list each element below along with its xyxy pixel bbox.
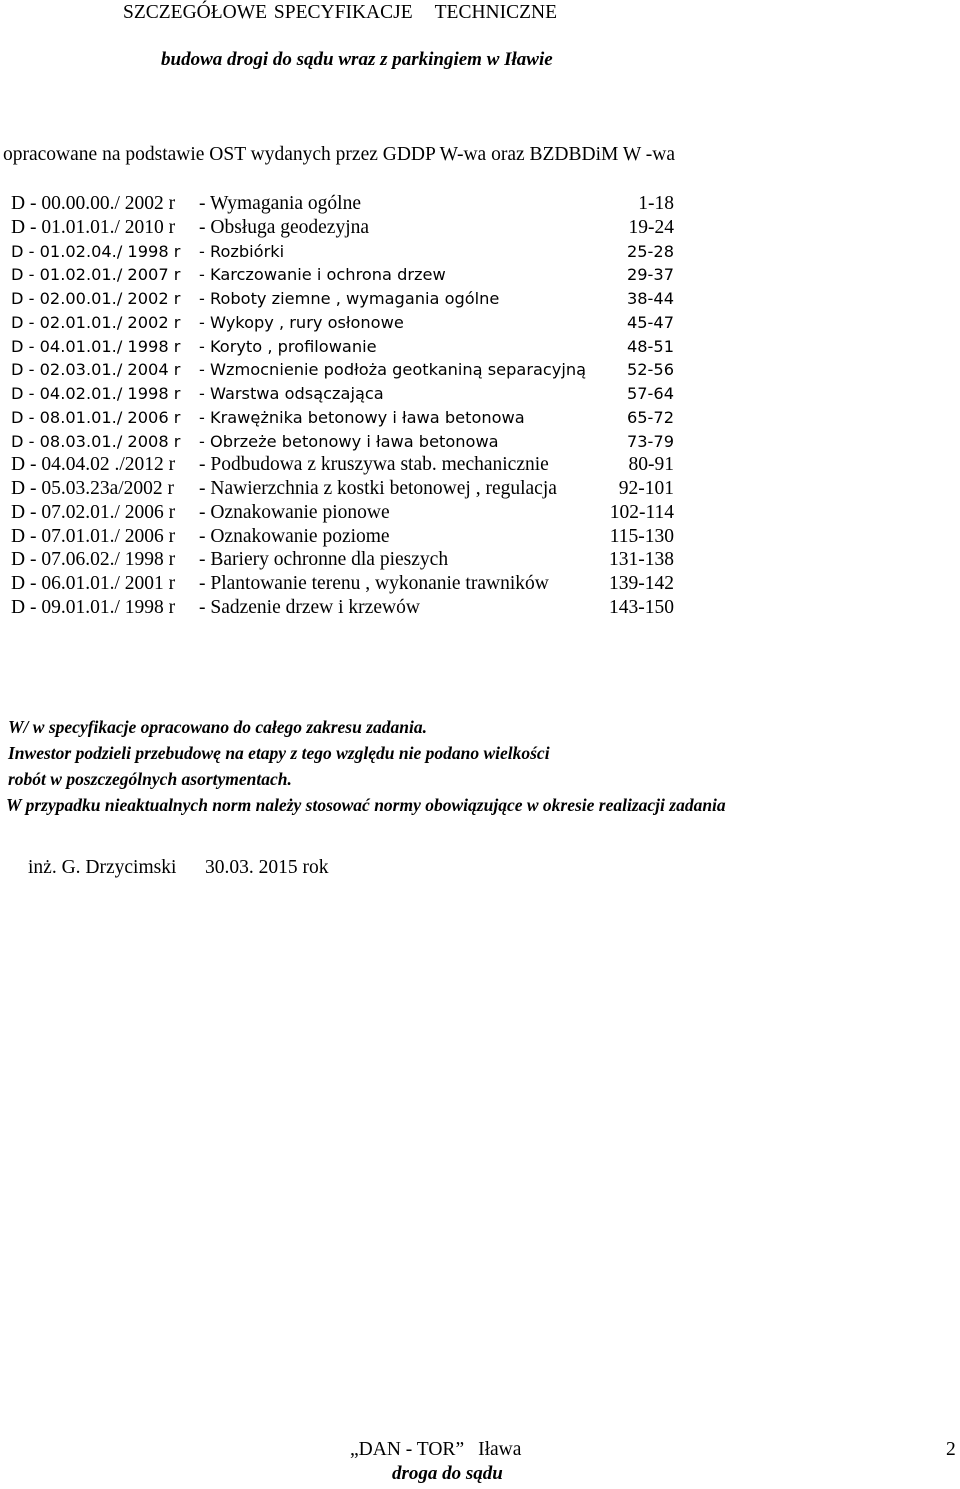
spec-code: D - 05.03.23a/2002 r xyxy=(11,478,175,499)
spec-row xyxy=(0,477,960,501)
spec-code: D - 01.02.01./ 2007 r xyxy=(11,265,181,285)
spec-row xyxy=(0,548,960,572)
spec-pages: 57-64 xyxy=(626,384,674,403)
spec-row xyxy=(0,192,960,216)
spec-description: - Sadzenie drzew i krzewów xyxy=(199,596,420,618)
footer-company xyxy=(350,1439,521,1461)
footer-subtitle: droga do sądu xyxy=(392,1463,503,1484)
spec-pages: 73-79 xyxy=(626,431,674,451)
spec-description: - Oznakowanie poziome xyxy=(199,525,390,547)
spec-description: - Rozbiórki xyxy=(199,241,285,261)
spec-row xyxy=(0,240,960,264)
spec-pages: 52-56 xyxy=(626,360,674,380)
spec-description: - Wykopy , rury osłonowe xyxy=(199,312,404,332)
spec-row xyxy=(0,572,960,596)
spec-row xyxy=(0,596,960,620)
spec-pages: 65-72 xyxy=(626,407,674,427)
signature-author: inż. G. Drzycimski xyxy=(28,857,177,878)
spec-row xyxy=(0,335,960,359)
spec-code: D - 04.01.01./ 1998 r xyxy=(11,336,181,356)
spec-pages: 29-37 xyxy=(626,265,674,285)
spec-row xyxy=(0,501,960,525)
spec-pages: 38-44 xyxy=(626,289,674,308)
spec-pages: 102-114 xyxy=(609,501,674,523)
spec-code: D - 08.01.01./ 2006 r xyxy=(11,407,181,427)
signature-date: 30.03. 2015 rok xyxy=(205,857,329,878)
spec-pages: 80-91 xyxy=(628,454,674,476)
title-part-2: TECHNICZNE xyxy=(434,2,558,23)
spec-row xyxy=(0,430,960,454)
document-subtitle: budowa drogi do sądu wraz z parkingiem w Iławie xyxy=(161,49,553,70)
spec-pages: 143-150 xyxy=(609,596,674,618)
spec-code: D - 02.01.01./ 2002 r xyxy=(11,312,181,332)
spec-pages: 45-47 xyxy=(626,312,674,332)
spec-code: D - 04.02.01./ 1998 r xyxy=(11,384,181,403)
spec-row xyxy=(0,382,960,406)
spec-row xyxy=(0,358,960,382)
spec-description: - Nawierzchnia z kostki betonowej , regulacja xyxy=(199,478,557,499)
note-line: Inwestor podzieli przebudowę na etapy z tego względu nie podano wielkości xyxy=(8,743,550,763)
spec-pages: 48-51 xyxy=(626,336,674,356)
note-line: robót w poszczególnych asortymentach. xyxy=(8,769,292,789)
spec-description: - Wymagania ogólne xyxy=(199,193,361,214)
spec-pages: 92-101 xyxy=(618,478,674,499)
spec-row xyxy=(0,216,960,240)
spec-code: D - 09.01.01./ 1998 r xyxy=(11,596,176,618)
spec-code: D - 01.01.01./ 2010 r xyxy=(11,216,176,238)
spec-pages: 1-18 xyxy=(638,193,674,214)
specification-list xyxy=(0,192,960,620)
spec-row xyxy=(0,287,960,311)
footer-company-name: „DAN - TOR” xyxy=(350,1439,465,1460)
spec-row xyxy=(0,406,960,430)
spec-description: - Obsługa geodezyjna xyxy=(199,216,370,238)
spec-row xyxy=(0,453,960,477)
spec-code: D - 00.00.00./ 2002 r xyxy=(11,193,176,214)
spec-code: D - 02.03.01./ 2004 r xyxy=(11,360,181,380)
note-line: W przypadku nieaktualnych norm należy stosować normy obowiązujące w okresie realizacji zadania xyxy=(6,795,726,815)
spec-code: D - 01.02.04./ 1998 r xyxy=(11,241,181,261)
spec-description: - Wzmocnienie podłoża geotkaniną separacyjną xyxy=(199,360,587,380)
spec-pages: 131-138 xyxy=(609,549,674,571)
spec-description: - Plantowanie terenu , wykonanie trawników xyxy=(199,573,549,594)
spec-description: - Roboty ziemne , wymagania ogólne xyxy=(199,289,500,308)
spec-description: - Karczowanie i ochrona drzew xyxy=(199,265,446,285)
spec-pages: 115-130 xyxy=(609,525,674,547)
document-title xyxy=(123,2,557,24)
basis-statement: opracowane na podstawie OST wydanych przez GDDP W-wa oraz BZDBDiM W -wa xyxy=(3,144,676,165)
spec-code: D - 06.01.01./ 2001 r xyxy=(11,573,176,594)
spec-code: D - 08.03.01./ 2008 r xyxy=(11,431,181,451)
spec-row xyxy=(0,311,960,335)
spec-pages: 19-24 xyxy=(628,216,674,238)
note-line: W/ w specyfikacje opracowano do całego zakresu zadania. xyxy=(8,717,428,737)
page-number: 2 xyxy=(946,1439,956,1460)
spec-code: D - 04.04.02 ./2012 r xyxy=(11,454,176,476)
spec-description: - Podbudowa z kruszywa stab. mechanicznie xyxy=(199,454,549,476)
spec-pages: 25-28 xyxy=(626,241,674,261)
spec-code: D - 07.02.01./ 2006 r xyxy=(11,501,176,523)
spec-code: D - 07.06.02./ 1998 r xyxy=(11,549,176,571)
footer-company-city: Iława xyxy=(478,1439,522,1460)
spec-description: - Warstwa odsączająca xyxy=(199,384,384,403)
spec-row xyxy=(0,525,960,549)
notes-block xyxy=(6,714,726,818)
spec-row xyxy=(0,263,960,287)
spec-code: D - 02.00.01./ 2002 r xyxy=(11,289,181,308)
spec-description: - Krawężnika betonowy i ława betonowa xyxy=(199,407,525,427)
spec-code: D - 07.01.01./ 2006 r xyxy=(11,525,176,547)
spec-description: - Obrzeże betonowy i ława betonowa xyxy=(199,431,499,451)
spec-description: - Oznakowanie pionowe xyxy=(199,501,390,523)
spec-description: - Bariery ochronne dla pieszych xyxy=(199,549,449,571)
title-part-1: SZCZEGÓŁOWE SPECYFIKACJE xyxy=(123,2,413,23)
spec-pages: 139-142 xyxy=(609,573,674,594)
spec-description: - Koryto , profilowanie xyxy=(199,336,377,356)
